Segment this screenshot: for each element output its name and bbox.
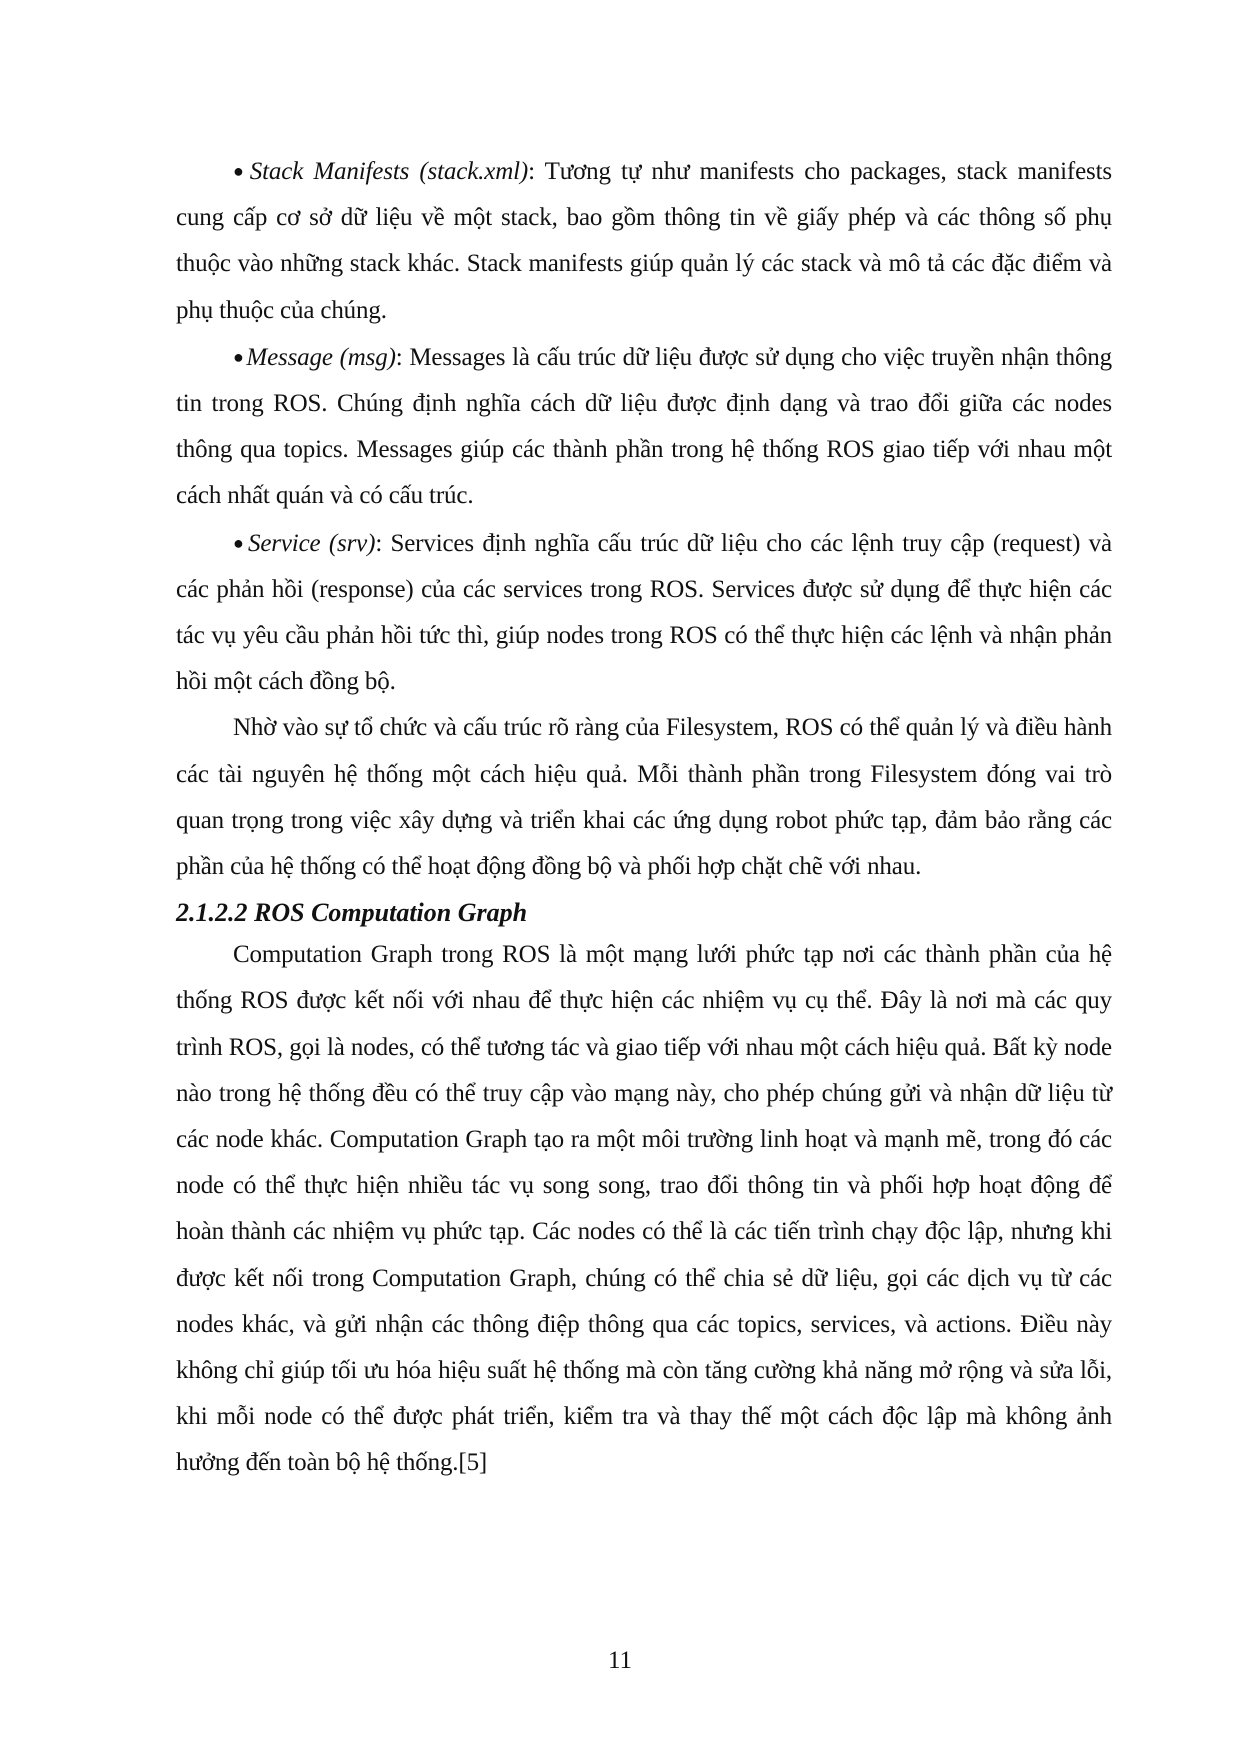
- bullet-stack-manifests: [176, 148, 1112, 334]
- bullet-text: Messages là cấu trúc dữ liệu được sử dụng cho việc truyền nhận thông tin trong ROS. Chúng định nghĩa cách dữ liệu được định dạng và trao đổi giữa các nodes thông qua topics. Messages giúp các thành phần trong hệ thống ROS giao tiếp với nhau một cách nhất quán và có cấu trúc.: [176, 343, 1113, 510]
- bullet-icon: ●: [233, 161, 248, 181]
- term-message: Message (msg): [246, 343, 396, 371]
- bullet-service: [176, 520, 1112, 706]
- document-page: [176, 148, 1112, 1487]
- summary-paragraph: Nhờ vào sự tổ chức và cấu trúc rõ ràng của Filesystem, ROS có thể quản lý và điều hành các tài nguyên hệ thống một cách hiệu quả. Mỗi thành phần trong Filesystem đóng vai trò quan trọng trong việc xây dựng và triển khai các ứng dụng robot phức tạp, đảm bảo rằng các phần của hệ thống có thể hoạt động đồng bộ và phối hợp chặt chẽ với nhau.: [176, 714, 1112, 881]
- term-separator: :: [528, 158, 545, 185]
- bullet-message: [176, 334, 1112, 520]
- bullet-icon: ●: [233, 346, 245, 367]
- citation-reference: [5]: [458, 1449, 488, 1477]
- page-number: 11: [607, 1647, 633, 1674]
- term-stack-manifests: Stack Manifests (stack.xml): [249, 158, 529, 185]
- section-paragraph-text: Computation Graph trong ROS là một mạng lưới phức tạp nơi các thành phần của hệ thống ROS được kết nối với nhau để thực hiện các nhiệm vụ cụ thể. Đây là nơi mà các quy trình ROS, gọi là nodes, có thể tương tác và giao tiếp với nhau một cách hiệu quả. Bất kỳ node nào trong hệ thống đều có thể truy cập vào mạng này, cho phép chúng gửi và nhận dữ liệu từ các node khác. Computation Graph tạo ra một môi trường linh hoạt và mạnh mẽ, trong đó các node có thể thực hiện nhiều tác vụ song song, trao đổi thông tin và phối hợp hoạt động để hoàn thành các nhiệm vụ phức tạp. Các nodes có thể là các tiến trình chạy độc lập, nhưng khi được kết nối trong Computation Graph, chúng có thể chia sẻ dữ liệu, gọi các dịch vụ từ các nodes khác, và gửi nhận các thông điệp thông qua các topics, services, và actions. Điều này không chỉ giúp tối ưu hóa hiệu suất hệ thống mà còn tăng cường khả năng mở rộng và sửa lỗi, khi mỗi node có thể được phát triển, kiểm tra và thay thế một cách độc lập mà không ảnh hưởng đến toàn bộ hệ thống.: [176, 941, 1112, 1477]
- section-paragraph: [176, 932, 1112, 1486]
- term-separator: :: [375, 529, 391, 557]
- term-separator: :: [395, 343, 410, 371]
- bullet-icon: ●: [233, 532, 246, 553]
- section-heading: 2.1.2.2 ROS Computation Graph: [176, 898, 528, 928]
- term-service: Service (srv): [247, 529, 376, 557]
- bullet-text: Tương tự như manifests cho packages, stack manifests cung cấp cơ sở dữ liệu về một stack, bao gồm thông tin về giấy phép và các thông số phụ thuộc vào những stack khác. Stack manifests giúp quản lý các stack và mô tả các đặc điểm và phụ thuộc của chúng.: [176, 158, 1112, 324]
- bullet-text: Services định nghĩa cấu trúc dữ liệu cho các lệnh truy cập (request) và các phản hồi (response) của các services trong ROS. Services được sử dụng để thực hiện các tác vụ yêu cầu phản hồi tức thì, giúp nodes trong ROS có thể thực hiện các lệnh và nhận phản hồi một cách đồng bộ.: [176, 529, 1112, 696]
